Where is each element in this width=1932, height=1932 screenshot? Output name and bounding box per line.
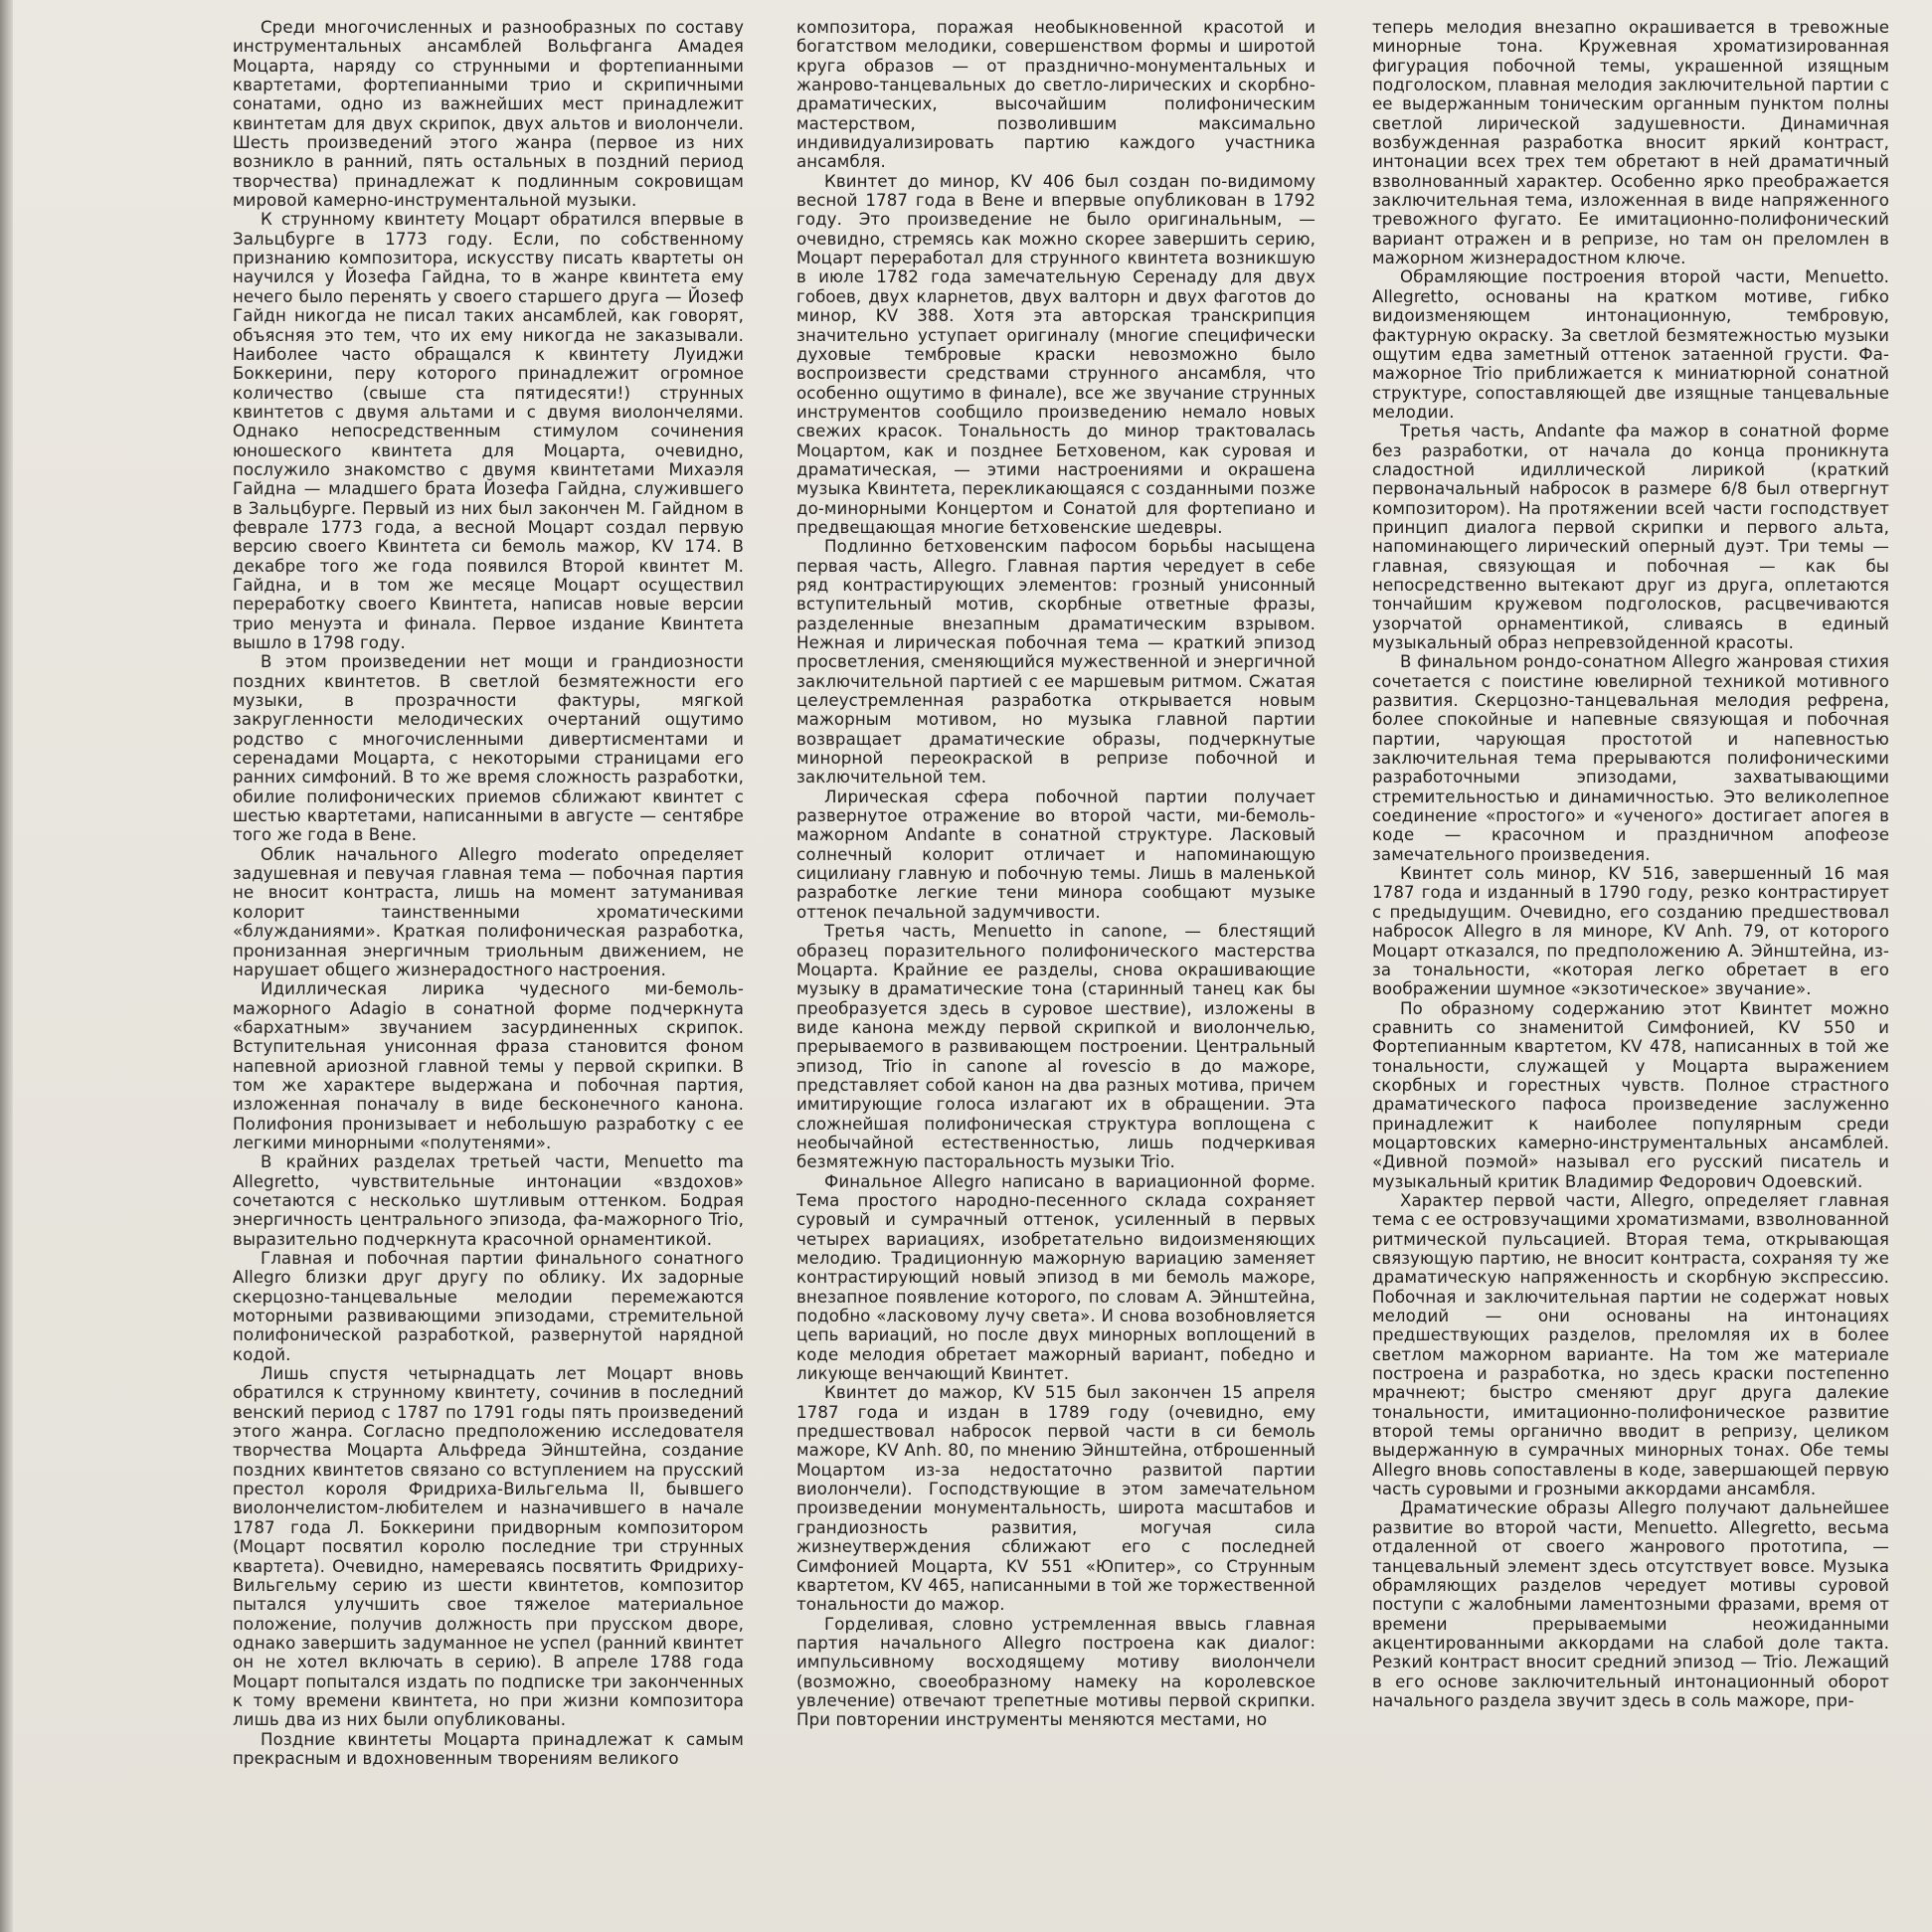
paragraph: композитора, поражая необыкновенной красотой и богатством мелодики, совершенством формы и широтой круга образов — от празднично-монументальных и жанрово-танцевальных до светло-лирических и скорбно-драматических, высочайшим полифоническим мастерством, позволившим максимально индивидуализировать партию каждого участника ансамбля.: [796, 18, 1316, 172]
paragraph: Финальное Allegro написано в вариационной форме. Тема простого народно-песенного склада сохраняет суровый и сумрачный оттенок, усиленный в первых четырех вариациях, изобретательно видоизменяющих мелодию. Традиционную мажорную вариацию заменяет контрастирующий новый эпизод в ми бемоль мажоре, внезапное появление которого, по словам А. Эйнштейна, подобно «ласковому лучу света». И снова возобновляется цепь вариаций, но после двух минорных воплощений в коде мелодия обретает мажорный вариант, победно и ликующе венчающий Квинтет.: [796, 1171, 1316, 1384]
paragraph: Лирическая сфера побочной партии получает развернутое отражение во второй части, ми-бемоль-мажорном Andante в сонатной структуре. Ласковый солнечный колорит отличает и напоминающую сицилиану главную и побочную темы. Лишь в маленькой разработке легкие тени минора сообщают музыке оттенок печальной задумчивости.: [796, 787, 1316, 922]
paragraph: теперь мелодия внезапно окрашивается в тревожные минорные тона. Кружевная хроматизированная фигурация побочной темы, украшенной изящным подголоском, плавная мелодия заключительной партии с ее выдержанным тоническим органным пунктом полны светлой лирической задушевности. Динамичная возбужденная разработка вносит яркий контраст, интонации всех трех тем обретают в ней драматичный взволнованный характер. Особенно ярко преображается заключительная тема, изложенная в виде напряженного тревожного фугато. Ее имитационно-полифонический вариант отражен и в репризе, но там он преломлен в мажорном жизнерадостном ключе.: [1372, 18, 1889, 268]
text-column-2: [796, 18, 1316, 1907]
paragraph: Главная и побочная партии финального сонатного Allegro близки друг другу по облику. Их задорные скерцозно-танцевальные мелодии перемежаются моторными развивающими эпизодами, стремительной полифонической разработкой, развернутой нарядной кодой.: [233, 1249, 744, 1364]
paragraph: В крайних разделах третьей части, Menuetto ma Allegretto, чувствительные интонации «вздохов» сочетаются с несколько шутливым оттенком. Бодрая энергичность центрального эпизода, фа-мажорного Trio, выразительно подчеркнута красочной орнаментикой.: [233, 1152, 744, 1249]
paragraph: Среди многочисленных и разнообразных по составу инструментальных ансамблей Вольфганга Амадея Моцарта, наряду со струнными и фортепианными квартетами, фортепианными трио и скрипичными сонатами, одно из важнейших мест принадлежит квинтетам для двух скрипок, двух альтов и виолончели. Шесть произведений этого жанра (первое из них возникло в ранний, пять остальных в поздний период творчества) принадлежат к подлинным сокровищам мировой камерно-инструментальной музыки.: [233, 18, 744, 211]
paragraph: Характер первой части, Allegro, определяет главная тема с ее островзучащими хроматизмами, взволнованной ритмической пульсацией. Вторая тема, открывающая связующую партию, не вносит контраста, сохраняя ту же драматическую напряженность и скорбную экспрессию. Побочная и заключительная партии не содержат новых мелодий — они основаны на интонациях предшествующих разделов, преломляя их в более светлом мажорном варианте. На том же материале построена и разработка, но здесь краски постепенно мрачнеют; быстро сменяют друг друга далекие тональности, имитационно-полифоническое развитие второй темы органично вводит в репризу, целиком выдержанную в сумрачных минорных тонах. Обе темы Allegro вновь сопоставлены в коде, завершающей первую часть суровыми и грозными аккордами ансамбля.: [1372, 1190, 1889, 1499]
paragraph: Облик начального Allegro moderato определяет задушевная и певучая главная тема — побочная партия не вносит контраста, лишь на момент затуманивая колорит таинственными хроматическими «блужданиями». Краткая полифоническая разработка, пронизанная энергичным триольным движением, не нарушает общего жизнерадостного настроения.: [233, 844, 744, 979]
paragraph: По образному содержанию этот Квинтет можно сравнить со знаменитой Симфонией, KV 550 и Фортепианным квартетом, KV 478, написанных в той же тональности, служащей у Моцарта выражением скорбных и горестных чувств. Полное страстного драматического пафоса произведение заслуженно принадлежит к наиболее популярным среди моцартовских камерно-инструментальных ансамблей. «Дивной поэмой» называл его русский писатель и музыкальный критик Владимир Федорович Одоевский.: [1372, 998, 1889, 1191]
text-column-3: [1372, 18, 1889, 1907]
paragraph: Поздние квинтеты Моцарта принадлежат к самым прекрасным и вдохновенным творениям великого: [233, 1729, 744, 1768]
sleeve-edge: [0, 0, 13, 1932]
paragraph: Лишь спустя четырнадцать лет Моцарт вновь обратился к струнному квинтету, сочинив в последний венский период с 1787 по 1791 годы пять произведений этого жанра. Согласно предположению исследователя творчества Моцарта Альфреда Эйнштейна, создание поздних квинтетов связано со вступлением на прусский престол короля Фридриха-Вильгельма II, бывшего виолончелистом-любителем и назначившего в начале 1787 года Л. Боккерини придворным композитором (Моцарт посвятил королю последние три струнных квартета). Очевидно, намереваясь посвятить Фридриху-Вильгельму серию из шести квинтетов, композитор пытался улучшить свое тяжелое материальное положение, получив должность при прусском дворе, однако завершить задуманное не успел (ранний квинтет он не хотел включать в серию). В апреле 1788 года Моцарт попытался издать по подписке три законченных к тому времени квинтета, но при жизни композитора лишь два из них были опубликованы.: [233, 1364, 744, 1730]
paragraph: Квинтет до минор, KV 406 был создан по-видимому весной 1787 года в Вене и впервые опубликован в 1792 году. Это произведение не было оригинальным, — очевидно, стремясь как можно скорее завершить серию, Моцарт переработал для струнного квинтета возникшую в июле 1782 года замечательную Серенаду для двух гобоев, двух кларнетов, двух валторн и двух фаготов до минор, KV 388. Хотя эта авторская транскрипция значительно уступает оригиналу (многие специфически духовые тембровые краски невозможно было воспроизвести средствами струнного ансамбля, что особенно ощутимо в финале), все же звучание струнных инструментов сообщило произведению немало новых свежих красок. Тональность до минор трактовалась Моцартом, как и позднее Бетховеном, как суровая и драматическая, — этими настроениями и окрашена музыка Квинтета, перекликающаяся с созданными позже до-минорными Концертом и Сонатой для фортепиано и предвещающая многие бетховенские шедевры.: [796, 171, 1316, 537]
paragraph: Идиллическая лирика чудесного ми-бемоль-мажорного Adagio в сонатной форме подчеркнута «бархатным» звучанием засурдиненных скрипок. Вступительная унисонная фраза становится фоном напевной ариозной главной темы у первой скрипки. В том же характере выдержана и побочная партия, изложенная поначалу в виде бесконечного канона. Полифония пронизывает и небольшую разработку с ее легкими минорными «полутенями».: [233, 979, 744, 1152]
paragraph: Горделивая, словно устремленная ввысь главная партия начального Allegro построена как диалог: импульсивному восходящему мотиву виолончели (возможно, своеобразному намеку на королевское увлечение) отвечают трепетные мотивы первой скрипки. При повторении инструменты меняются местами, но: [796, 1614, 1316, 1730]
paragraph: Третья часть, Andante фа мажор в сонатной форме без разработки, от начала до конца проникнута сладостной идиллической лирикой (краткий первоначальный набросок в размере 6/8 был отвергнут композитором). На протяжении всей части господствует принцип диалога первой скрипки и первого альта, напоминающего лирический оперный дуэт. Три темы — главная, связующая и побочная — как бы непосредственно вытекают друг из друга, оплетаются тончайшим кружевом подголосков, расцвечиваются узорчатой орнаментикой, сливаясь в единый музыкальный образ непревзойденной красоты.: [1372, 422, 1889, 652]
paragraph: Подлинно бетховенским пафосом борьбы насыщена первая часть, Allegro. Главная партия чередует в себе ряд контрастирующих элементов: грозный унисонный вступительный мотив, скорбные ответные фразы, разделенные внезапным драматическим взрывом. Нежная и лирическая побочная тема — краткий эпизод просветления, сменяющийся мужественной и энергичной заключительной партией с ее маршевым ритмом. Сжатая целеустремленная разработка открывается новым мажорным мотивом, но музыка главной партии возвращает драматические образы, подчеркнутые минорной переокраской в репризе побочной и заключительной тем.: [796, 537, 1316, 788]
paragraph: Обрамляющие построения второй части, Menuetto. Allegretto, основаны на кратком мотиве, гибко видоизменяющем интонационную, тембровую, фактурную окраску. За светлой безмятежностью музыки ощутим едва заметный оттенок затаенной грусти. Фа-мажорное Trio приближается к миниатюрной сонатной структуре, сопоставляющей две изящные танцевальные мелодии.: [1372, 267, 1889, 422]
paragraph: Третья часть, Menuetto in canone, — блестящий образец поразительного полифонического мастерства Моцарта. Крайние ее разделы, снова окрашивающие музыку в драматические тона (старинный танец как бы преобразуется здесь в суровое шествие), изложены в виде канона между первой скрипкой и виолончелью, прерываемого в развивающем построении. Центральный эпизод, Trio in canone al rovescio в до мажоре, представляет собой канон на два разных мотива, причем имитирующие голоса излагают их в обращении. Эта сложнейшая полифоническая структура воплощена с необычайной естественностью, лишь подчеркивая безмятежную пасторальность музыки Trio.: [796, 922, 1316, 1172]
paragraph: Квинтет до мажор, KV 515 был закончен 15 апреля 1787 года и издан в 1789 году (очевидно, ему предшествовал набросок первой части в си бемоль мажоре, KV Anh. 80, по мнению Эйнштейна, отброшенный Моцартом из-за недостаточно развитой партии виолончели). Господствующие в этом замечательном произведении монументальность, широта масштабов и грандиозность развития, могучая сила жизнеутверждения сближают его с последней Симфонией Моцарта, KV 551 «Юпитер», со Струнным квартетом, KV 465, написанными в той же торжественной тональности до мажор.: [796, 1383, 1316, 1615]
paragraph: Квинтет соль минор, KV 516, завершенный 16 мая 1787 года и изданный в 1790 году, резко контрастирует с предыдущим. Очевидно, его созданию предшествовал набросок Allegro в ля миноре, KV Anh. 79, от которого Моцарт отказался, по предположению А. Эйнштейна, из-за тональности, «которая легко обретает в его воображении шумное «экзотическое» звучание».: [1372, 864, 1889, 999]
paragraph: В финальном рондо-сонатном Allegro жанровая стихия сочетается с поистине ювелирной техникой мотивного развития. Скерцозно-танцевальная мелодия рефрена, более спокойные и напевные связующая и побочная партии, чарующая простотой и напевностью заключительная тема прерываются полифоническими разработочными эпизодами, захватывающими стремительностью и динамичностью. Это великолепное соединение «простого» и «ученого» достигает апогея в коде — красочном и праздничном апофеозе замечательного произведения.: [1372, 652, 1889, 864]
paragraph: В этом произведении нет мощи и грандиозности поздних квинтетов. В светлой безмятежности его музыки, в прозрачности фактуры, мягкой закругленности мелодических очертаний ощутимо родство с многочисленными дивертисментами и серенадами Моцарта, с некоторыми страницами его ранних симфоний. В то же время сложность разработки, обилие полифонических приемов сближают квинтет с шестью квартетами, написанными в августе — сентябре того же года в Вене.: [233, 652, 744, 845]
text-column-1: [233, 18, 744, 1907]
paragraph: Драматические образы Allegro получают дальнейшее развитие во второй части, Menuetto. Allegretto, весьма отдаленной от своего жанрового прототипа, — танцевальный элемент здесь отсутствует вовсе. Музыка обрамляющих разделов чередует мотивы суровой поступи с жалобными ламентозными фразами, время от времени прерываемыми неожиданными акцентированными аккордами на слабой доле такта. Резкий контраст вносит средний эпизод — Trio. Лежащий в его основе заключительный интонационный оборот начального раздела звучит здесь в соль мажоре, при-: [1372, 1498, 1889, 1710]
paragraph: К струнному квинтету Моцарт обратился впервые в Зальцбурге в 1773 году. Если, по собственному признанию композитора, искусству писать квартеты он научился у Йозефа Гайдна, то в жанре квинтета ему нечего было перенять у своего старшего друга — Йозеф Гайдн никогда не писал таких ансамблей, как говорят, объясняя это тем, что их ему никогда не заказывали. Наиболее часто обращался к квинтету Луиджи Боккерини, перу которого принадлежит огромное количество (свыше ста пятидесяти!) струнных квинтетов с двумя альтами и с двумя виолончелями. Однако непосредственным стимулом сочинения юношеского квинтета для Моцарта, очевидно, послужило знакомство с двумя квинтетами Михаэля Гайдна — младшего брата Йозефа Гайдна, служившего в Зальцбурге. Первый из них был закончен М. Гайдном в феврале 1773 года, а весной Моцарт создал первую версию своего Квинтета си бемоль мажор, KV 174. В декабре того же года появился Второй квинтет М. Гайдна, и в том же месяце Моцарт осуществил переработку своего Квинтета, написав новые версии трио менуэта и финала. Первое издание Квинтета вышло в 1798 году.: [233, 210, 744, 652]
